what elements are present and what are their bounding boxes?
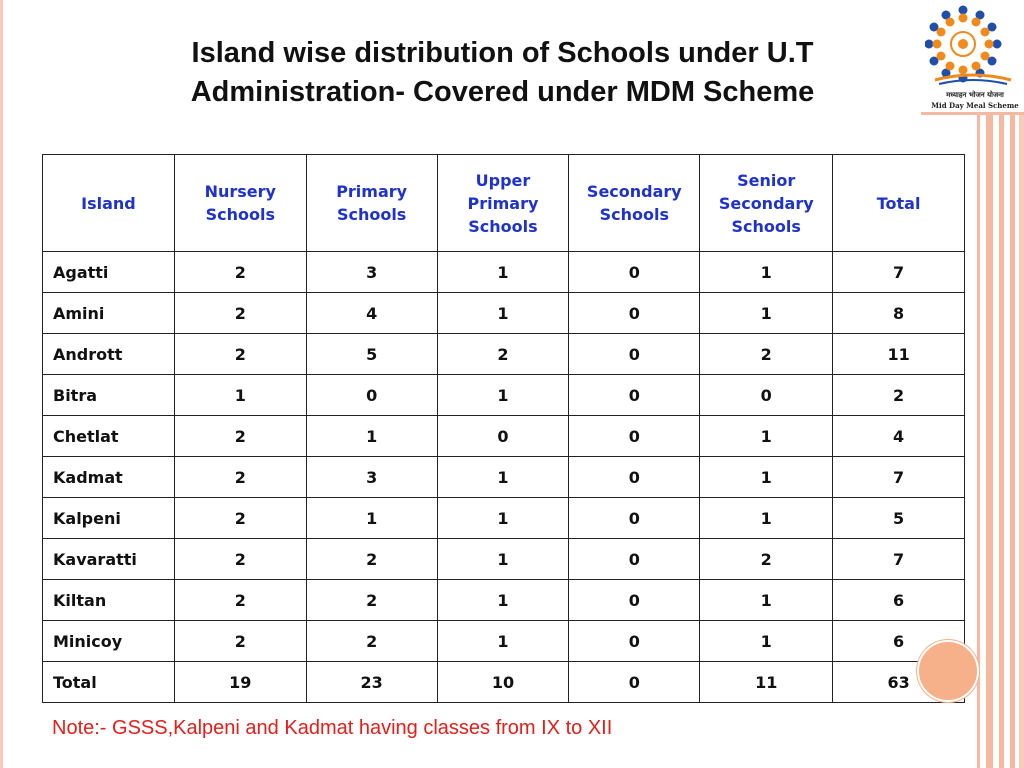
count-cell: 10 (437, 662, 569, 703)
table-header-row (43, 155, 965, 252)
stripe-decoration (1010, 0, 1015, 768)
count-cell: 1 (700, 293, 833, 334)
header-primary-schools: Primary Schools (306, 155, 437, 252)
count-cell: 0 (569, 334, 700, 375)
table-row (43, 539, 965, 580)
count-cell: 1 (306, 498, 437, 539)
table-row (43, 457, 965, 498)
count-cell: 2 (174, 334, 306, 375)
count-cell: 1 (437, 498, 569, 539)
table-row (43, 416, 965, 457)
footnote: Note:- GSSS,Kalpeni and Kadmat having classes from IX to XII (52, 717, 613, 739)
count-cell: 2 (700, 334, 833, 375)
table-row (43, 375, 965, 416)
count-cell: 0 (569, 375, 700, 416)
count-cell: 0 (569, 580, 700, 621)
slide-title-line-2: Administration- Covered under MDM Scheme (190, 76, 815, 108)
count-cell: 1 (437, 293, 569, 334)
left-border-decoration (0, 0, 3, 768)
count-cell: 1 (700, 580, 833, 621)
count-cell: 0 (569, 539, 700, 580)
count-cell: 1 (700, 621, 833, 662)
table-row (43, 334, 965, 375)
header-total: Total (833, 155, 965, 252)
count-cell: 1 (437, 375, 569, 416)
count-cell: 2 (174, 498, 306, 539)
count-cell: 1 (700, 498, 833, 539)
count-cell: 3 (306, 252, 437, 293)
logo-caption-hindi: मध्याहन भोजन योजना (946, 91, 1004, 99)
count-cell: 2 (833, 375, 965, 416)
table-row (43, 621, 965, 662)
island-name-cell: Kiltan (43, 580, 175, 621)
island-name-cell: Total (43, 662, 175, 703)
table-row (43, 580, 965, 621)
count-cell: 3 (306, 457, 437, 498)
count-cell: 1 (437, 252, 569, 293)
count-cell: 1 (437, 580, 569, 621)
stripe-decoration (977, 0, 980, 768)
count-cell: 7 (833, 252, 965, 293)
stripe-decoration (999, 0, 1004, 768)
count-cell: 4 (306, 293, 437, 334)
count-cell: 2 (306, 621, 437, 662)
schools-table (42, 154, 965, 703)
count-cell: 5 (306, 334, 437, 375)
count-cell: 2 (174, 293, 306, 334)
count-cell: 2 (174, 621, 306, 662)
count-cell: 11 (700, 662, 833, 703)
table-row (43, 498, 965, 539)
island-name-cell: Bitra (43, 375, 175, 416)
count-cell: 7 (833, 457, 965, 498)
island-name-cell: Chetlat (43, 416, 175, 457)
island-name-cell: Andrott (43, 334, 175, 375)
island-name-cell: Kalpeni (43, 498, 175, 539)
count-cell: 2 (174, 416, 306, 457)
count-cell: 2 (306, 580, 437, 621)
stripe-decoration (986, 0, 993, 768)
count-cell: 1 (306, 416, 437, 457)
count-cell: 63 (833, 662, 965, 703)
count-cell: 0 (569, 457, 700, 498)
circle-decoration (917, 640, 979, 702)
count-cell: 1 (700, 457, 833, 498)
header-secondary-schools: Secondary Schools (569, 155, 700, 252)
table-row (43, 252, 965, 293)
count-cell: 0 (306, 375, 437, 416)
count-cell: 1 (700, 252, 833, 293)
count-cell: 11 (833, 334, 965, 375)
count-cell: 0 (700, 375, 833, 416)
count-cell: 4 (833, 416, 965, 457)
table-body (43, 252, 965, 703)
count-cell: 0 (437, 416, 569, 457)
count-cell: 2 (306, 539, 437, 580)
count-cell: 0 (569, 662, 700, 703)
count-cell: 7 (833, 539, 965, 580)
count-cell: 2 (174, 539, 306, 580)
table-total-row (43, 662, 965, 703)
header-nursery-schools: Nursery Schools (174, 155, 306, 252)
count-cell: 1 (437, 539, 569, 580)
count-cell: 0 (569, 252, 700, 293)
count-cell: 0 (569, 498, 700, 539)
header-rule (921, 112, 1024, 115)
island-name-cell: Minicoy (43, 621, 175, 662)
count-cell: 6 (833, 580, 965, 621)
stripe-decoration (1019, 0, 1024, 768)
count-cell: 23 (306, 662, 437, 703)
count-cell: 1 (437, 457, 569, 498)
slide-title-line-1: Island wise distribution of Schools under U.T (191, 37, 814, 69)
table-row (43, 293, 965, 334)
count-cell: 0 (569, 293, 700, 334)
count-cell: 2 (700, 539, 833, 580)
count-cell: 0 (569, 416, 700, 457)
count-cell: 2 (437, 334, 569, 375)
island-name-cell: Kadmat (43, 457, 175, 498)
island-name-cell: Kavaratti (43, 539, 175, 580)
count-cell: 8 (833, 293, 965, 334)
logo-caption-english: Mid Day Meal Scheme (931, 101, 1019, 110)
count-cell: 5 (833, 498, 965, 539)
count-cell: 19 (174, 662, 306, 703)
header-upper-primary-schools: Upper Primary Schools (437, 155, 569, 252)
header-senior-secondary-schools: Senior Secondary Schools (700, 155, 833, 252)
count-cell: 2 (174, 457, 306, 498)
island-name-cell: Agatti (43, 252, 175, 293)
count-cell: 1 (437, 621, 569, 662)
count-cell: 1 (700, 416, 833, 457)
count-cell: 1 (174, 375, 306, 416)
island-name-cell: Amini (43, 293, 175, 334)
header-island: Island (43, 155, 175, 252)
count-cell: 2 (174, 580, 306, 621)
count-cell: 0 (569, 621, 700, 662)
count-cell: 2 (174, 252, 306, 293)
count-cell: 6 (833, 621, 965, 662)
slide-title (100, 34, 905, 112)
